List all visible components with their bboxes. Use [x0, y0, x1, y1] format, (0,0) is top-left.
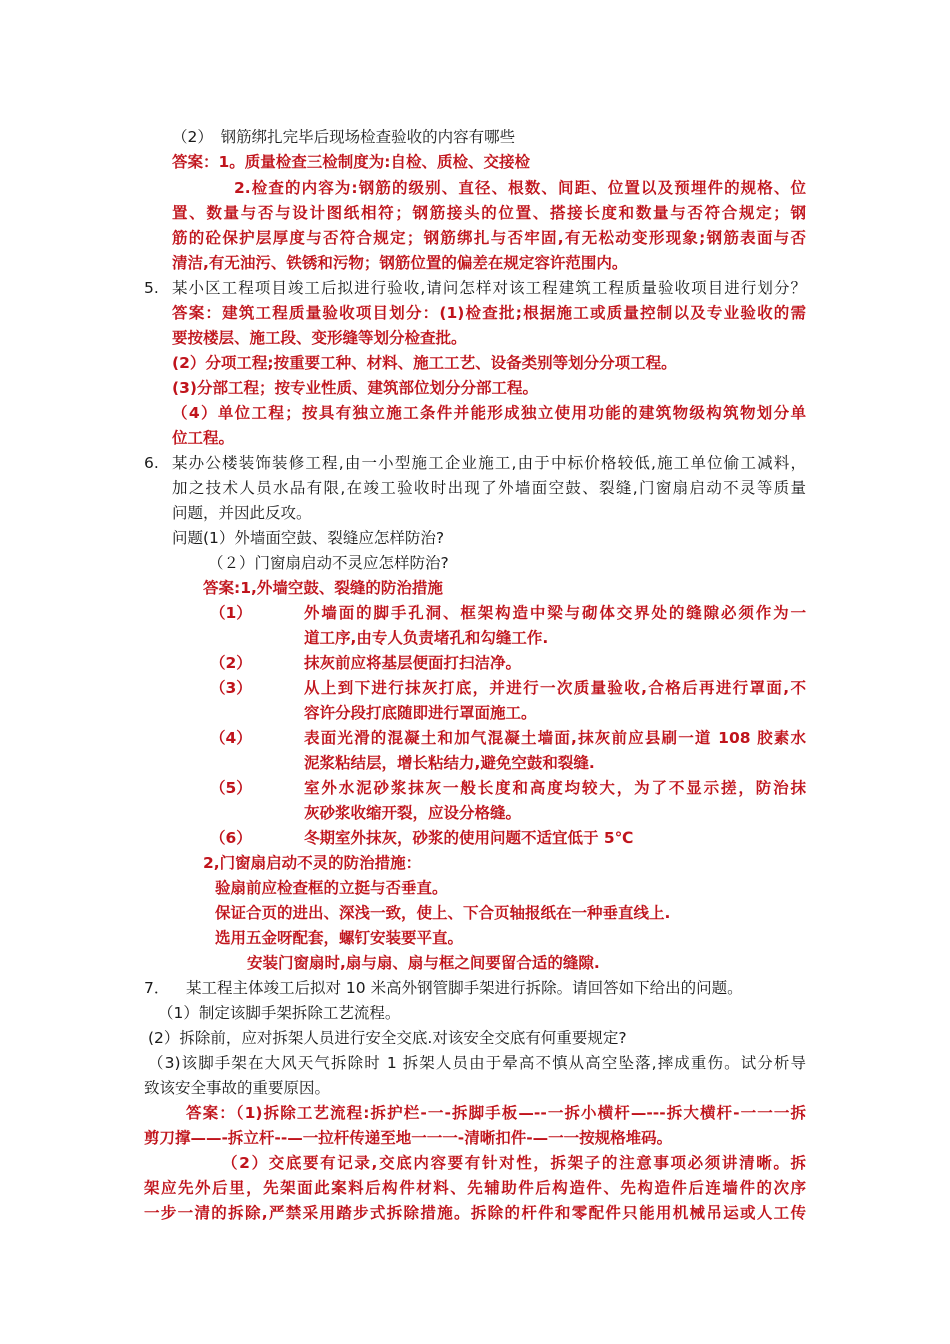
question-text: 某工程主体竣工后拟对 10 米高外钢管脚手架进行拆除。请回答如下给出的问题。 [186, 979, 743, 997]
question-text: （1）制定该脚手架拆除工艺流程。 [158, 1004, 401, 1022]
answer-text: 抹灰前应将基层便面打扫洁净。 [304, 654, 522, 672]
answer-text: 答案：1。质量检查三检制度为:自检、质检、交接检 [172, 153, 530, 171]
answer-heading: 答案:1,外墙空鼓、裂缝的防治措施 [203, 579, 443, 597]
list-number: 7． [144, 979, 170, 997]
question-text: 加之技术人员水品有限,在竣工验收时出现了外墙面空鼓、裂缝,门窗扇启动不灵等质量 [172, 479, 806, 497]
answer-text: 一步一清的拆除,严禁采用踏步式拆除措施。拆除的杆件和零配件只能用机械吊运或人工传 [144, 1204, 806, 1222]
question-text: （2） 钢筋绑扎完毕后现场检查验收的内容有哪些 [172, 128, 516, 146]
answer-text: 容许分段打底随即进行罩面施工。 [304, 704, 537, 722]
answer-text: （2）交底要有记录,交底内容要有针对性，拆架子的注意事项必须讲清晰。拆 [222, 1154, 806, 1172]
question-text: 问题(1）外墙面空鼓、裂缝应怎样防治? [172, 529, 445, 547]
question-text: 问题，并因此反攻。 [172, 504, 312, 522]
answer-text: 位工程。 [172, 429, 235, 447]
list-number: （5） [210, 779, 252, 797]
answer-text: 保证合页的进出、深浅一致，使上、下合页轴报纸在一种垂直线上. [215, 904, 671, 922]
list-number: （3） [210, 679, 252, 697]
answer-text: 剪刀撑——-拆立杆--—一拉杆传递至地一一一-清晰扣件-—一一按规格堆码。 [144, 1129, 673, 1147]
list-number: （4） [210, 729, 252, 747]
answer-text: 选用五金呀配套，螺钉安装要平直。 [215, 929, 464, 947]
answer-text: 答案：建筑工程质量验收项目划分：(1)检查批;根据施工或质量控制以及专业验收的需 [172, 304, 806, 322]
list-number: 5. [144, 279, 159, 297]
list-number: （6） [210, 829, 252, 847]
answer-text: 表面光滑的混凝土和加气混凝土墙面,抹灰前应县刷一道 108 胶素水 [304, 729, 806, 747]
answer-text: 室外水泥砂浆抹灰一般长度和高度均较大，为了不显示搓，防治抹 [304, 779, 806, 797]
list-number: （1） [210, 604, 252, 622]
list-number: （2） [210, 654, 252, 672]
question-text: 某办公楼装饰装修工程,由一小型施工企业施工,由于中标价格较低,施工单位偷工减料， [172, 454, 806, 472]
question-text: （２）门窗扇启动不灵应怎样防治? [208, 554, 449, 572]
list-number: 6. [144, 454, 159, 472]
answer-text: 置、数量与否与设计图纸相符；钢筋接头的位置、搭接长度和数量与否符合规定；钢 [172, 204, 806, 222]
answer-text: 冬期室外抹灰，砂浆的使用问题不适宜低于 5℃ [304, 829, 634, 847]
answer-text: 筋的砼保护层厚度与否符合规定；钢筋绑扎与否牢固,有无松动变形现象;钢筋表面与否 [172, 229, 806, 247]
answer-text: 架应先外后里，先架面此案料后构件材料、先辅助件后构造件、先构造件后连墙件的次序 [144, 1179, 806, 1197]
answer-heading: 2,门窗扇启动不灵的防治措施： [203, 854, 422, 872]
question-text: (2）拆除前，应对拆架人员进行安全交底.对该安全交底有何重要规定? [148, 1029, 627, 1047]
answer-text: 外墙面的脚手孔洞、框架构造中梁与砌体交界处的缝隙必须作为一 [304, 604, 806, 622]
answer-text: 答案：（1)拆除工艺流程:拆护栏-一-拆脚手板—--一拆小横杆—---拆大横杆-一一一拆 [186, 1104, 806, 1122]
question-text: 某小区工程项目竣工后拟进行验收,请问怎样对该工程建筑工程质量验收项目进行划分？ [172, 279, 806, 297]
answer-text: 验扇前应检查框的立挺与否垂直。 [215, 879, 448, 897]
answer-text: (2）分项工程;按重要工种、材料、施工工艺、设备类别等划分分项工程。 [172, 354, 677, 372]
answer-text: (3)分部工程；按专业性质、建筑部位划分分部工程。 [172, 379, 538, 397]
answer-text: 灰砂浆收缩开裂，应设分格缝。 [304, 804, 522, 822]
answer-text: 从上到下进行抹灰打底，并进行一次质量验收,合格后再进行罩面,不 [304, 679, 806, 697]
answer-text: 泥浆粘结层，增长粘结力,避免空鼓和裂缝. [304, 754, 595, 772]
answer-text: 要按楼层、施工段、变形缝等划分检查批。 [172, 329, 467, 347]
answer-text: （4）单位工程；按具有独立施工条件并能形成独立使用功能的建筑物级构筑物划分单 [172, 404, 806, 422]
answer-text: 2.检查的内容为:钢筋的级别、直径、根数、间距、位置以及预埋件的规格、位 [234, 179, 806, 197]
question-text: （3)该脚手架在大风天气拆除时 1 拆架人员由于晕高不慎从高空坠落,摔成重伤。试分析导 [148, 1054, 806, 1072]
answer-text: 清洁,有无油污、铁锈和污物；钢筋位置的偏差在规定容许范围内。 [172, 254, 628, 272]
answer-text: 安装门窗扇时,扇与扇、扇与框之间要留合适的缝隙. [247, 954, 600, 972]
question-text: 致该安全事故的重要原因。 [144, 1079, 331, 1097]
answer-text: 道工序,由专人负责堵孔和勾缝工作. [304, 629, 549, 647]
